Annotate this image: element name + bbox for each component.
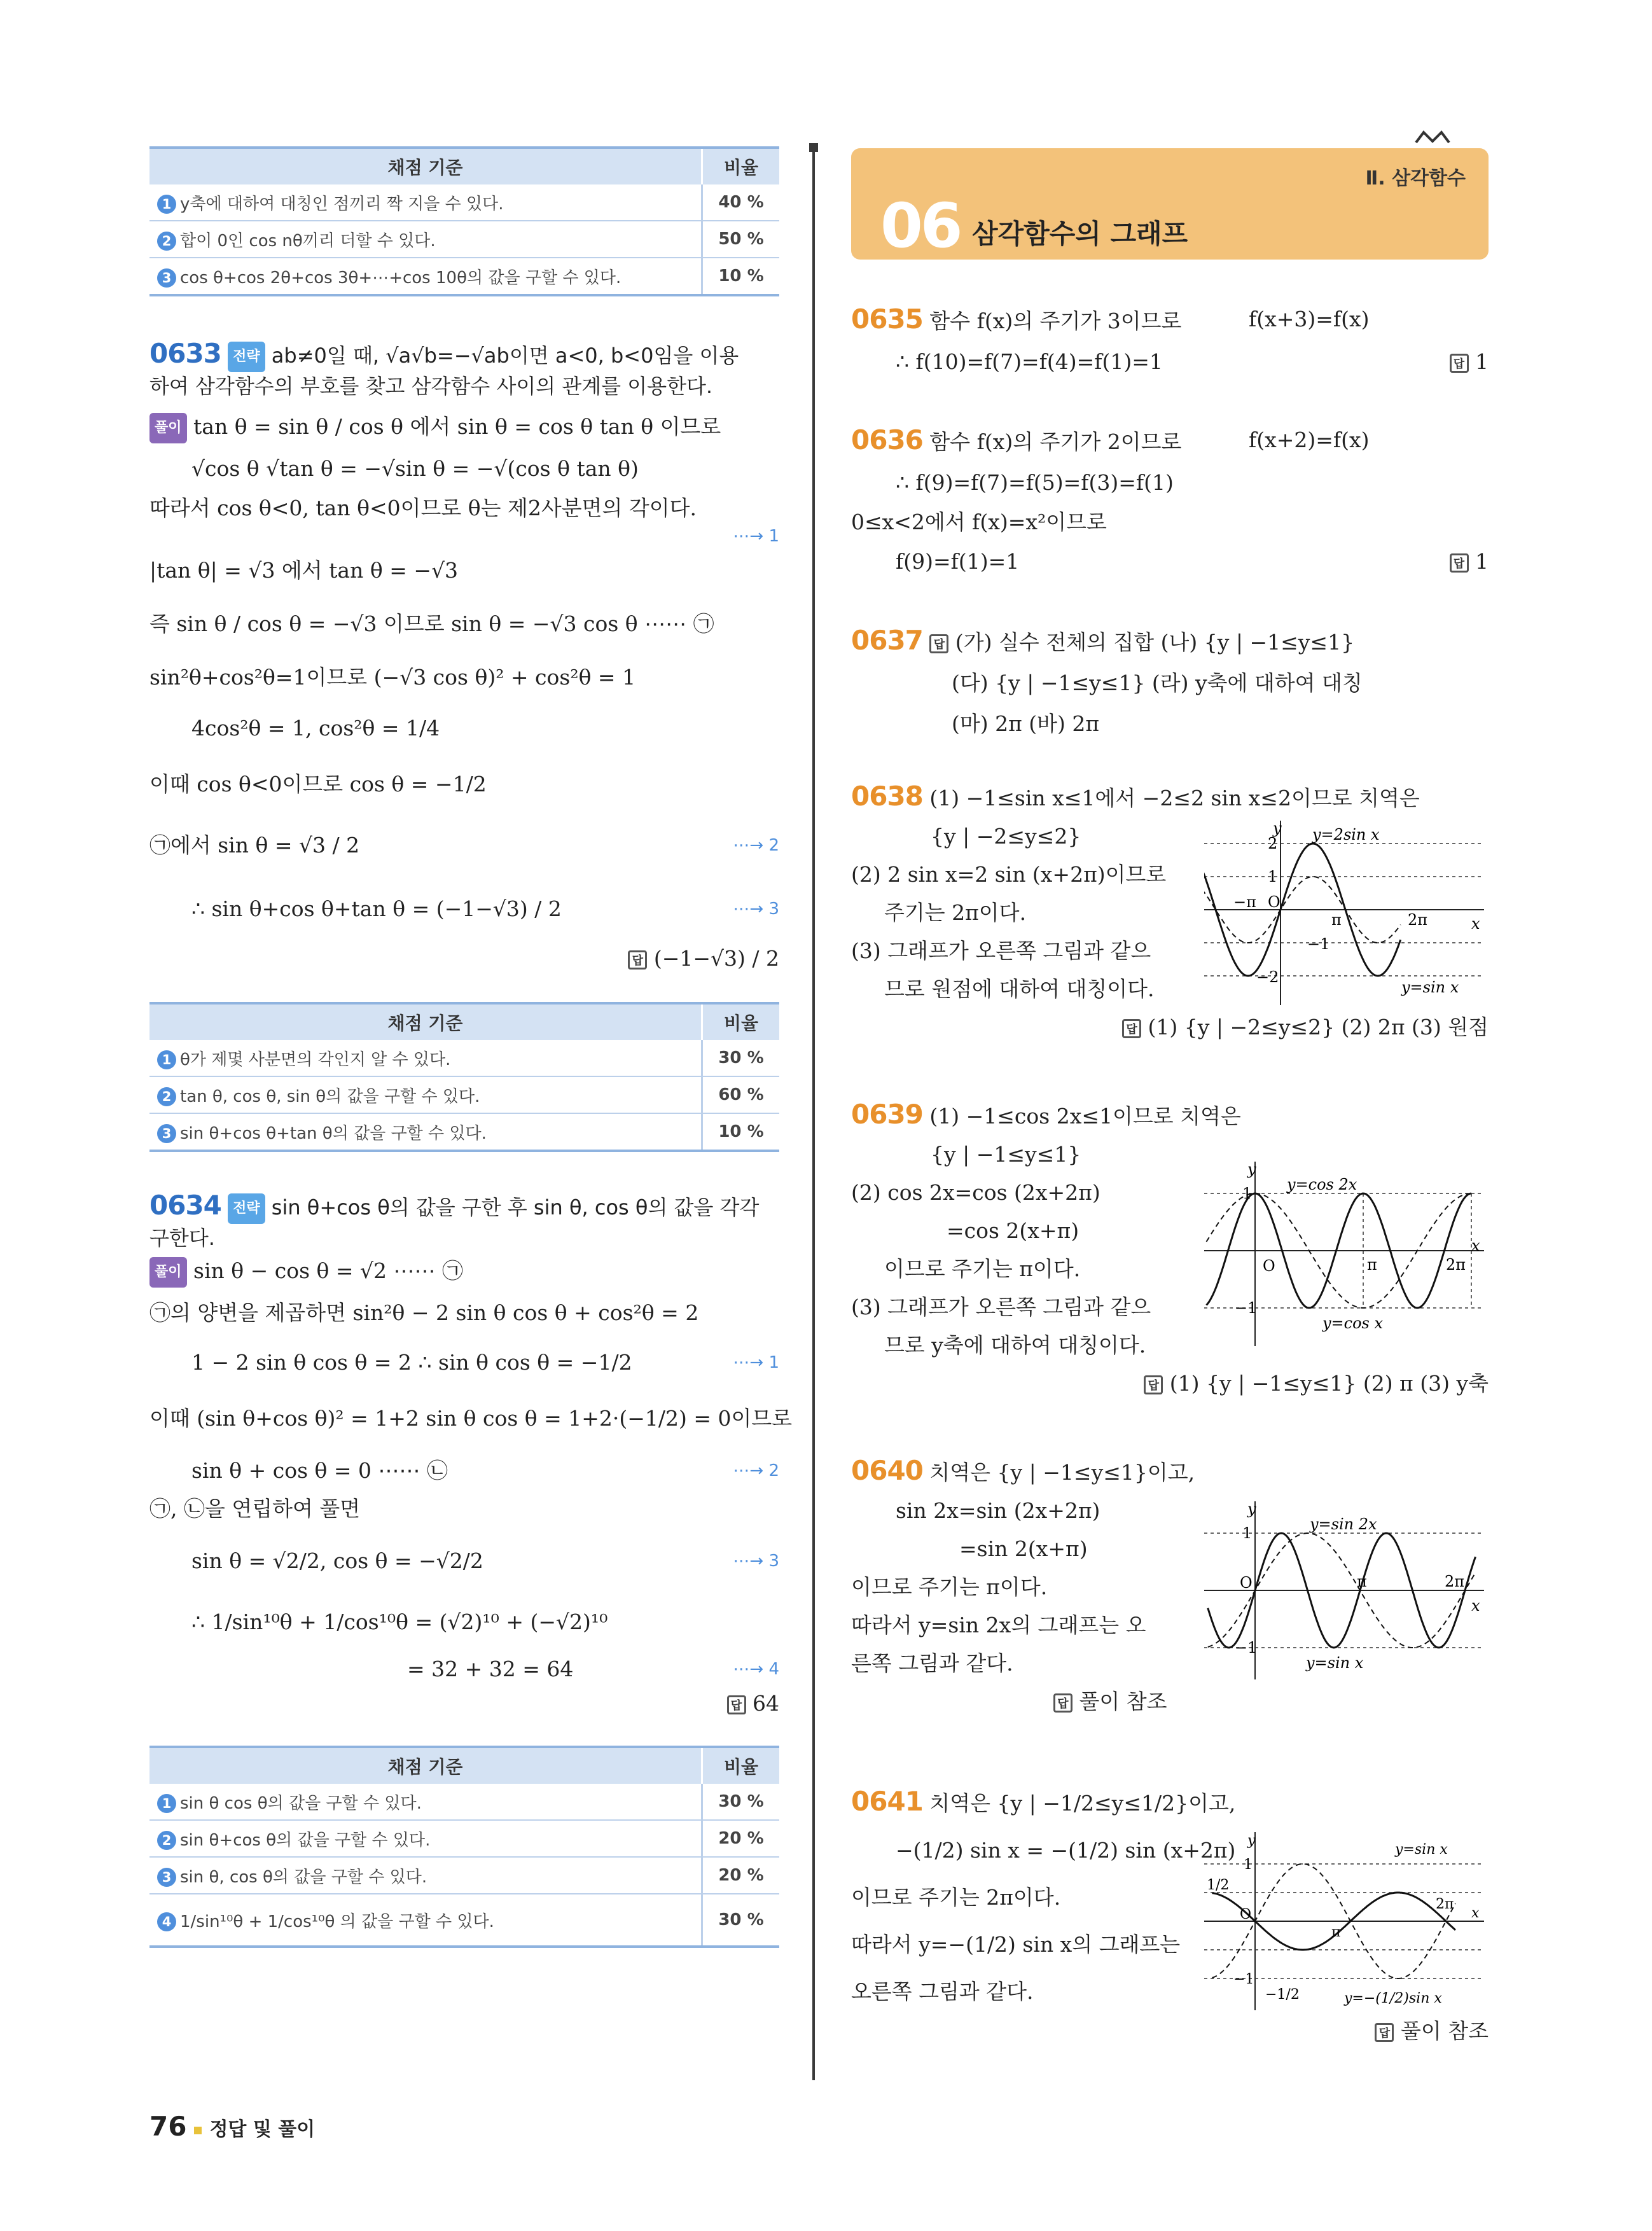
solution-line: 른쪽 그림과 같다.	[851, 1651, 1013, 1676]
problem-0637	[851, 627, 1489, 738]
table-header-criteria: 채점 기준	[149, 1747, 702, 1784]
solution-line: = 32 + 32 = 64	[407, 1657, 574, 1681]
answer-icon: 답	[727, 1695, 746, 1714]
solution-line: (2) 2 sin x=2 sin (x+2π)이므로	[851, 862, 1167, 887]
solution-line: 이므로 주기는 π이다.	[851, 1574, 1048, 1599]
tick-label: −π	[1233, 893, 1256, 911]
step-mark: ⋯→ 2	[733, 1461, 779, 1480]
solution-line: 즉 sin θ / cos θ = −√3 이므로 sin θ = −√3 cos θ ⋯⋯ ㉠	[149, 611, 714, 636]
answer-icon: 답	[1053, 1693, 1072, 1713]
tick-label: 1/2	[1207, 1877, 1230, 1893]
graph-0638	[1204, 821, 1484, 1005]
table-row	[149, 1784, 779, 1820]
solution-line: f(x+3)=f(x)	[1249, 307, 1370, 331]
answer-value: 1	[1475, 549, 1489, 574]
table-row	[149, 1113, 779, 1151]
tick-label: 2π	[1446, 1256, 1466, 1274]
solution-line: 함수 f(x)의 주기가 2이므로	[929, 429, 1182, 454]
rate-value: 30 %	[702, 1894, 780, 1947]
strategy-text: sin θ+cos θ의 값을 구한 후 sin θ, cos θ의 값을 각각	[271, 1195, 760, 1220]
solution-line: sin θ = √2/2, cos θ = −√2/2	[191, 1548, 483, 1573]
answer-value: (−1−√3) / 2	[653, 946, 779, 971]
step-number: 4	[157, 1912, 176, 1931]
solution-line: 함수 f(x)의 주기가 3이므로	[929, 309, 1182, 333]
origin-label: O	[1240, 1574, 1253, 1592]
rate-value: 30 %	[702, 1040, 780, 1076]
solution-line: f(x+2)=f(x)	[1249, 427, 1370, 452]
solution-line: 이때 cos θ<0이므로 cos θ = −1/2	[149, 772, 487, 796]
solution-line: sin θ − cos θ = √2 ⋯⋯ ㉠	[193, 1258, 464, 1283]
solution-line: √cos θ √tan θ = −√sin θ = −√(cos θ tan θ)	[191, 456, 639, 481]
page-footer	[149, 2111, 315, 2142]
rate-value: 30 %	[702, 1784, 780, 1820]
solution-line: 주기는 2π이다.	[884, 900, 1027, 925]
criteria-text: tan θ, cos θ, sin θ의 값을 구할 수 있다.	[180, 1087, 480, 1106]
curve-label: y=sin x	[1401, 978, 1459, 996]
step-mark: ⋯→ 3	[733, 1552, 779, 1571]
problem-0641	[851, 1788, 1489, 2118]
answer-icon: 답	[628, 950, 647, 970]
problem-number: 0633	[149, 338, 221, 369]
step-number: 2	[157, 1087, 176, 1106]
solution-line: ㉠의 양변을 제곱하면 sin²θ − 2 sin θ cos θ + cos²θ = 2	[149, 1300, 699, 1325]
column-divider	[812, 146, 815, 2080]
axis-label-y: y	[1273, 821, 1282, 837]
solution-line: (1) −1≤cos 2x≤1이므로 치역은	[929, 1104, 1241, 1129]
criteria-text: sin θ, cos θ의 값을 구할 수 있다.	[180, 1867, 427, 1887]
problem-0638	[851, 782, 1489, 1056]
axis-label-x: x	[1471, 1905, 1480, 1921]
solution-line: 따라서 y=−(1/2) sin x의 그래프는	[851, 1932, 1181, 1957]
criteria-text: 합이 0인 cos nθ끼리 더할 수 있다.	[180, 231, 436, 251]
step-number: 3	[157, 1868, 176, 1887]
rate-value: 40 %	[702, 184, 780, 221]
solution-line: (3) 그래프가 오른쪽 그림과 같으	[851, 938, 1151, 963]
answer-value: 64	[753, 1691, 779, 1716]
answer-icon: 답	[1144, 1375, 1163, 1394]
curve-label: y=cos x	[1322, 1314, 1384, 1332]
table-row	[149, 184, 779, 221]
footer-text: 정답 및 풀이	[209, 2118, 316, 2141]
chapter-part: Ⅱ. 삼각함수	[1365, 167, 1466, 190]
solution-line: (2) cos 2x=cos (2x+2π)	[851, 1180, 1100, 1205]
solution-line: 1 − 2 sin θ cos θ = 2 ∴ sin θ cos θ = −1/2	[191, 1350, 632, 1375]
table-row	[149, 1076, 779, 1113]
solution-line: 이므로 주기는 2π이다.	[851, 1885, 1061, 1910]
chapter-number: 06	[880, 190, 961, 261]
solution-line: ∴ f(9)=f(7)=f(5)=f(3)=f(1)	[896, 470, 1174, 495]
solution-line: 따라서 y=sin 2x의 그래프는 오	[851, 1613, 1146, 1637]
criteria-text: sin θ cos θ의 값을 구할 수 있다.	[180, 1793, 422, 1813]
answer-line: (마) 2π (바) 2π	[952, 711, 1100, 736]
solution-line: 므로 원점에 대하여 대칭이다.	[884, 976, 1155, 1001]
solution-line: sin 2x=sin (2x+2π)	[896, 1498, 1100, 1523]
problem-number: 0635	[851, 303, 923, 335]
solution-line: 이므로 주기는 π이다.	[884, 1256, 1081, 1281]
solution-line: 따라서 cos θ<0, tan θ<0이므로 θ는 제2사분면의 각이다.	[149, 496, 697, 520]
strategy-tag: 전략	[228, 342, 265, 372]
solution-line: 치역은 {y | −1/2≤y≤1/2}이고,	[929, 1791, 1236, 1816]
curve-label: y=sin x	[1395, 1842, 1448, 1858]
strategy-text: 하여 삼각함수의 부호를 찾고 삼각함수 사이의 관계를 이용한다.	[149, 374, 713, 398]
solution-line: ㉠에서 sin θ = √3 / 2	[149, 833, 360, 858]
criteria-text: 1/sin¹⁰θ + 1/cos¹⁰θ 의 값을 구할 수 있다.	[180, 1912, 494, 1931]
step-number: 3	[157, 1124, 176, 1143]
answer-value: 풀이 참조	[1400, 2019, 1489, 2043]
rate-value: 10 %	[702, 1113, 780, 1151]
solution-line: f(9)=f(1)=1	[896, 549, 1020, 574]
problem-0639	[851, 1101, 1489, 1431]
tick-label: 1	[1268, 868, 1278, 886]
tick-label: −1	[1235, 1639, 1258, 1657]
tick-label: 1	[1242, 1524, 1253, 1542]
problem-0635	[851, 305, 1489, 376]
step-number: 2	[157, 1831, 176, 1850]
axis-label-x: x	[1471, 1237, 1480, 1255]
problem-number: 0641	[851, 1786, 923, 1817]
solution-tag: 풀이	[149, 413, 187, 443]
rate-value: 60 %	[702, 1076, 780, 1113]
step-mark: ⋯→ 1	[733, 527, 779, 546]
tick-label: −2	[1256, 968, 1279, 986]
criteria-text: cos θ+cos 2θ+cos 3θ+⋯+cos 10θ의 값을 구할 수 있다.	[180, 268, 621, 288]
answer-value: (1) {y | −1≤y≤1} (2) π (3) y축	[1169, 1371, 1489, 1396]
problem-number: 0634	[149, 1190, 221, 1221]
chapter-header	[851, 148, 1489, 260]
solution-line: =cos 2(x+π)	[947, 1218, 1079, 1243]
table-row	[149, 1857, 779, 1894]
tick-label: −1	[1307, 935, 1330, 953]
strategy-text: ab≠0일 때, √a√b=−√ab이면 a<0, b<0임을 이용	[271, 344, 739, 368]
table-header-rate: 비율	[702, 148, 780, 184]
graph-0641	[1204, 1832, 1484, 2010]
step-mark: ⋯→ 1	[733, 1353, 779, 1372]
axis-label-y: y	[1247, 1833, 1256, 1849]
table-row	[149, 221, 779, 258]
rate-value: 20 %	[702, 1820, 780, 1857]
solution-tag: 풀이	[149, 1257, 187, 1288]
solution-line: {y | −1≤y≤1}	[931, 1142, 1081, 1167]
solution-line: |tan θ| = √3 에서 tan θ = −√3	[149, 558, 459, 583]
solution-line: 4cos²θ = 1, cos²θ = 1/4	[191, 716, 440, 740]
table-header-criteria: 채점 기준	[149, 148, 702, 184]
answer-icon: 답	[1375, 2023, 1394, 2042]
step-mark: ⋯→ 2	[733, 836, 779, 855]
scoring-table-0634	[149, 1746, 779, 1948]
problem-number: 0638	[851, 781, 923, 812]
solution-line: (1) −1≤sin x≤1에서 −2≤2 sin x≤2이므로 치역은	[929, 786, 1420, 810]
table-header-rate: 비율	[702, 1747, 780, 1784]
solution-line: 오른쪽 그림과 같다.	[851, 1979, 1034, 2004]
rate-value: 20 %	[702, 1857, 780, 1894]
tick-label: 1	[1244, 1857, 1253, 1873]
solution-line: 치역은 {y | −1≤y≤1}이고,	[929, 1460, 1195, 1485]
chapter-title: 삼각함수의 그래프	[972, 218, 1188, 249]
problem-0640	[851, 1457, 1489, 1762]
criteria-text: θ가 제몇 사분면의 각인지 알 수 있다.	[180, 1050, 451, 1069]
solution-line: 므로 y축에 대하여 대칭이다.	[884, 1333, 1146, 1358]
step-number: 3	[157, 268, 176, 288]
rate-value: 10 %	[702, 258, 780, 295]
criteria-text: sin θ+cos θ+tan θ의 값을 구할 수 있다.	[180, 1123, 487, 1143]
curve-label: y=−(1/2)sin x	[1344, 1991, 1442, 2006]
answer-line: (다) {y | −1≤y≤1} (라) y축에 대하여 대칭	[952, 671, 1363, 695]
problem-number: 0639	[851, 1099, 923, 1130]
answer-icon: 답	[1450, 553, 1469, 573]
tick-label: π	[1331, 1924, 1341, 1940]
chevron-decoration-icon	[1413, 127, 1452, 146]
table-row	[149, 1040, 779, 1076]
axis-label-y: y	[1247, 1501, 1256, 1518]
tick-label: −1/2	[1265, 1987, 1300, 2003]
graph-0639	[1204, 1162, 1484, 1346]
table-row	[149, 1820, 779, 1857]
axis-label-x: x	[1471, 915, 1480, 933]
tick-label: 1	[1242, 1185, 1253, 1202]
origin-label: O	[1263, 1257, 1275, 1275]
axis-label-y: y	[1247, 1162, 1256, 1178]
curve-label: y=sin x	[1306, 1654, 1364, 1672]
solution-line: tan θ = sin θ / cos θ 에서 sin θ = cos θ tan θ 이므로	[193, 414, 721, 439]
step-number: 2	[157, 232, 176, 251]
footer-square-icon	[194, 2127, 202, 2134]
step-number: 1	[157, 1794, 176, 1813]
criteria-text: sin θ+cos θ의 값을 구할 수 있다.	[180, 1830, 431, 1850]
origin-label: O	[1240, 1907, 1252, 1922]
scoring-table-0632	[149, 146, 779, 296]
answer-line: (가) 실수 전체의 집합 (나) {y | −1≤y≤1}	[955, 630, 1355, 655]
problem-number: 0640	[851, 1455, 923, 1486]
step-mark: ⋯→ 3	[733, 900, 779, 919]
scoring-table-0633	[149, 1002, 779, 1152]
tick-label: 2	[1268, 835, 1278, 852]
strategy-tag: 전략	[228, 1193, 265, 1224]
criteria-text: y축에 대하여 대칭인 점끼리 짝 지을 수 있다.	[180, 194, 504, 214]
solution-line: ∴ 1/sin¹⁰θ + 1/cos¹⁰θ = (√2)¹⁰ + (−√2)¹⁰	[191, 1609, 608, 1634]
axis-label-x: x	[1471, 1597, 1480, 1615]
step-number: 1	[157, 1050, 176, 1069]
solution-line: =sin 2(x+π)	[959, 1536, 1088, 1561]
solution-line: (3) 그래프가 오른쪽 그림과 같으	[851, 1295, 1151, 1319]
solution-line: 0≤x<2에서 f(x)=x²이므로	[851, 510, 1107, 534]
tick-label: −1	[1235, 1299, 1258, 1317]
strategy-text: 구한다.	[149, 1226, 215, 1250]
page-number: 76	[149, 2111, 187, 2142]
step-number: 1	[157, 195, 176, 214]
table-row	[149, 258, 779, 295]
solution-line: 이때 (sin θ+cos θ)² = 1+2 sin θ cos θ = 1+2·(−1/2) = 0이므로	[149, 1406, 793, 1431]
tick-label: π	[1357, 1573, 1367, 1590]
answer-value: 1	[1475, 349, 1489, 374]
tick-label: π	[1367, 1256, 1377, 1274]
tick-label: 2π	[1408, 911, 1428, 929]
table-header-rate: 비율	[702, 1003, 780, 1040]
graph-0640	[1204, 1501, 1484, 1679]
solution-line: ∴ f(10)=f(7)=f(4)=f(1)=1	[896, 349, 1163, 374]
origin-label: O	[1268, 893, 1281, 911]
answer-value: 풀이 참조	[1079, 1689, 1167, 1714]
tick-label: −1	[1233, 1971, 1254, 1987]
problem-number: 0636	[851, 424, 923, 455]
solution-line: {y | −2≤y≤2}	[931, 824, 1081, 849]
curve-label: y=cos 2x	[1287, 1176, 1357, 1193]
table-header-criteria: 채점 기준	[149, 1003, 702, 1040]
answer-icon: 답	[1122, 1019, 1141, 1038]
problem-0634	[149, 1190, 793, 1718]
solution-line: −(1/2) sin x = −(1/2) sin (x+2π)	[896, 1838, 1236, 1863]
tick-label: 2π	[1436, 1896, 1454, 1912]
answer-icon: 답	[929, 634, 948, 653]
curve-label: y=2sin x	[1312, 826, 1380, 844]
problem-0636	[851, 426, 1489, 576]
step-mark: ⋯→ 4	[733, 1660, 779, 1679]
problem-number: 0637	[851, 625, 923, 656]
table-row	[149, 1894, 779, 1947]
answer-value: (1) {y | −2≤y≤2} (2) 2π (3) 원점	[1148, 1015, 1489, 1039]
left-column	[149, 146, 793, 1948]
tick-label: π	[1331, 911, 1342, 929]
problem-0633	[149, 340, 779, 973]
solution-line: sin²θ+cos²θ=1이므로 (−√3 cos θ)² + cos²θ = 1	[149, 665, 636, 690]
solution-line: ∴ sin θ+cos θ+tan θ = (−1−√3) / 2	[191, 896, 562, 921]
rate-value: 50 %	[702, 221, 780, 258]
solution-line: sin θ + cos θ = 0 ⋯⋯ ㉡	[191, 1458, 448, 1483]
tick-label: 2π	[1445, 1573, 1465, 1590]
curve-label: y=sin 2x	[1310, 1515, 1377, 1533]
answer-icon: 답	[1450, 354, 1469, 373]
solution-line: ㉠, ㉡을 연립하여 풀면	[149, 1496, 361, 1521]
